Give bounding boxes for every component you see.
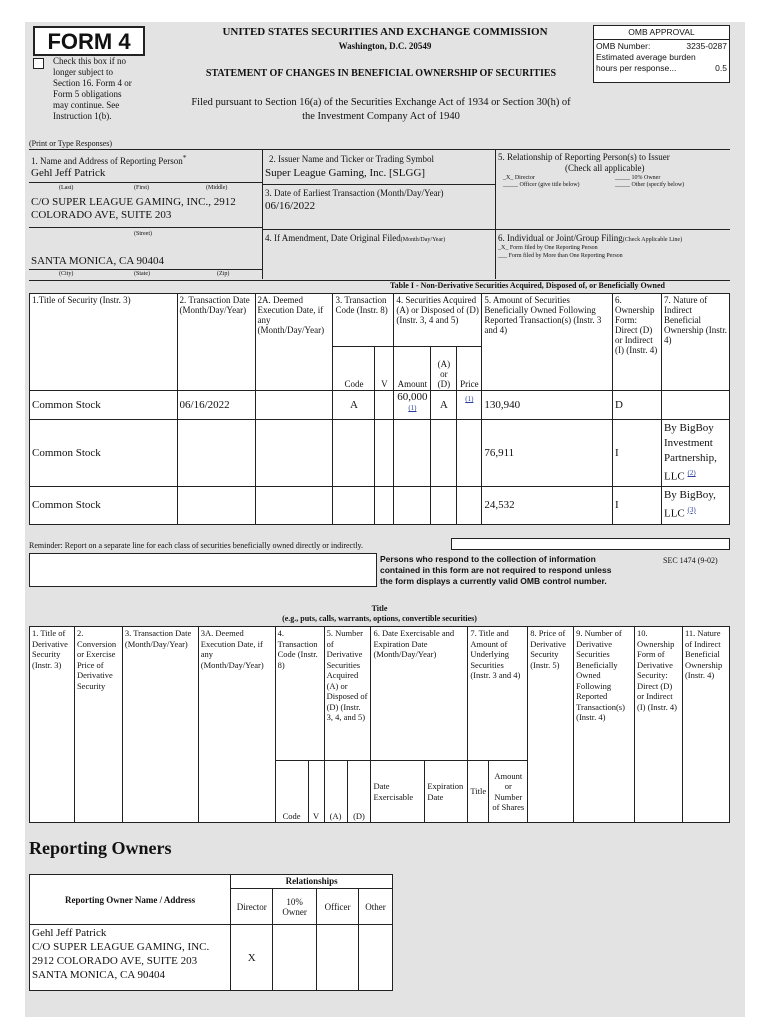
- t1-row3-code: [333, 486, 375, 524]
- t1-row2-date: [177, 420, 255, 487]
- table-1-title: Table I - Non-Derivative Securities Acquired, Disposed of, or Beneficially Owned: [390, 281, 665, 290]
- t2-header-exercisable: 6. Date Exercisable and Expiration Date (Month/Day/Year): [371, 627, 468, 761]
- checkbox-label: Check this box if no longer subject to Section 16. Form 4 or Form 5 obligations may continue. See Instruction 1(b).: [53, 56, 132, 121]
- t2-header-title: 1. Title of Derivative Security (Instr. 3): [30, 627, 75, 823]
- owner-name-header: Reporting Owner Name / Address: [30, 875, 231, 925]
- table-row: [30, 486, 730, 524]
- owner-other-mark: [359, 925, 393, 991]
- t1-row3-title: Common Stock: [30, 486, 178, 524]
- t2-header-date: 3. Transaction Date (Month/Day/Year): [122, 627, 198, 823]
- t1-row3-nature: By BigBoy, LLC $^{(3)}$: [661, 486, 729, 524]
- t1-subheader-aord: (A) or (D): [431, 347, 457, 391]
- t1-header-amount-owned: 5. Amount of Securities Beneficially Owned Following Reported Transaction(s) (Instr. 3 and 4): [482, 294, 613, 391]
- t1-row1-deemed: [255, 391, 333, 420]
- owner-10pct-header: 10% Owner: [273, 889, 317, 925]
- form-page: [25, 22, 745, 1017]
- t1-row3-amount: [394, 486, 431, 524]
- owner-director-header: Director: [231, 889, 273, 925]
- section-6: [495, 229, 730, 279]
- t1-header-code: 3. Transaction Code (Instr. 8): [333, 294, 394, 347]
- t2-header-code: 4. Transaction Code (Instr. 8): [275, 627, 324, 761]
- relationship-10pct: _____ 10% Owner: [615, 175, 661, 181]
- t1-row3-aord: [431, 486, 457, 524]
- owner-name-address: Gehl Jeff Patrick C/O SUPER LEAGUE GAMING, INC. 2912 COLORADO AVE, SUITE 203 SANTA MONICA, CA 90404: [30, 925, 231, 991]
- owner-10pct-mark: [273, 925, 317, 991]
- t1-row1-v: [375, 391, 394, 420]
- section-2-label: 2. Issuer Name and Ticker or Trading Symbol: [269, 154, 434, 164]
- t1-row2-v: [375, 420, 394, 487]
- t1-row3-v: [375, 486, 394, 524]
- section16-checkbox[interactable]: [33, 58, 44, 69]
- owner-officer-mark: [317, 925, 359, 991]
- t1-subheader-price: Price: [457, 347, 482, 391]
- persons-notice: Persons who respond to the collection of information contained in this form are not required to respond unless the form displays a currently valid OMB control number.: [380, 554, 612, 586]
- issuer-name: Super League Gaming, Inc. [SLGG]: [265, 167, 426, 179]
- omb-hours-label: hours per response...: [596, 63, 677, 73]
- t2-header-deemed: 3A. Deemed Execution Date, if any (Month/Day/Year): [198, 627, 275, 823]
- t1-row2-form: I: [613, 420, 662, 487]
- owner-officer-header: Officer: [317, 889, 359, 925]
- omb-title: OMB APPROVAL: [594, 26, 729, 40]
- t1-header-nature: 7. Nature of Indirect Beneficial Ownership (Instr. 4): [661, 294, 729, 391]
- t1-header-securities: 4. Securities Acquired (A) or Disposed of (D) (Instr. 3, 4 and 5): [394, 294, 482, 347]
- reporting-owners-table: [29, 874, 393, 991]
- omb-number-value: 3235-0287: [686, 41, 727, 51]
- city-label: (City): [59, 271, 74, 277]
- t2-subheader-v: V: [308, 761, 324, 823]
- footnote-link-2[interactable]: (2): [687, 469, 696, 477]
- t1-row3-owned: 24,532: [482, 486, 613, 524]
- form-title: FORM 4: [33, 26, 145, 56]
- section-4-label: 4. If Amendment, Date Original Filed(Month/Day/Year): [265, 233, 446, 243]
- t1-header-ownership-form: 6. Ownership Form: Direct (D) or Indirect (I) (Instr. 4): [613, 294, 662, 391]
- table-2: [29, 626, 730, 823]
- t2-subheader-code: Code: [275, 761, 308, 823]
- filing-one-person: _X_ Form filed by One Reporting Person: [498, 245, 598, 251]
- t1-row1-price: [457, 391, 482, 420]
- t1-row1-title: Common Stock: [30, 391, 178, 420]
- footnote-link-3[interactable]: (3): [687, 505, 696, 514]
- reminder-box: [451, 538, 730, 550]
- section-5-sub: (Check all applicable): [565, 163, 645, 173]
- t1-header-date: 2. Transaction Date (Month/Day/Year): [177, 294, 255, 391]
- t1-header-title: 1.Title of Security (Instr. 3): [30, 294, 178, 391]
- omb-hours-value: 0.5: [715, 63, 727, 73]
- table-row: [30, 925, 393, 991]
- t1-subheader-v: V: [375, 347, 394, 391]
- t1-row2-price: [457, 420, 482, 487]
- filed-pursuant: Filed pursuant to Section 16(a) of the Securities Exchange Act of 1934 or Section 30(h) of the Investment Company Act of 1940: [191, 97, 571, 122]
- t1-row1-amount: 60,000 (1): [394, 391, 431, 420]
- relationship-officer: _____ Officer (give title below): [503, 182, 580, 188]
- t1-row1-owned: 130,940: [482, 391, 613, 420]
- t1-row2-amount: [394, 420, 431, 487]
- t1-row1-nature: [661, 391, 729, 420]
- t2-header-underlying: 7. Title and Amount of Underlying Securities (Instr. 3 and 4): [468, 627, 528, 761]
- state-label: (State): [134, 271, 150, 277]
- t1-row2-code: [333, 420, 375, 487]
- relationship-other: _____ Other (specify below): [615, 182, 685, 188]
- table-row: [30, 420, 730, 487]
- city-state-zip: SANTA MONICA, CA 90404: [31, 255, 164, 267]
- t2-subheader-a: (A): [324, 761, 347, 823]
- omb-approval-box: [593, 25, 730, 83]
- t2-subheader-amount: Amount or Number of Shares: [489, 761, 528, 823]
- agency-location: Washington, D.C. 20549: [338, 41, 432, 51]
- relationships-header: Relationships: [231, 875, 393, 889]
- table-row: [30, 391, 730, 420]
- t2-header-conversion: 2. Conversion or Exercise Price of Derivative Security: [74, 627, 122, 823]
- t1-row3-date: [177, 486, 255, 524]
- last-label: (Last): [59, 185, 74, 191]
- t1-row1-aord: A: [431, 391, 457, 420]
- section-2: [262, 149, 496, 185]
- owner-director-mark: X: [231, 925, 273, 991]
- table-1: [29, 293, 730, 525]
- t2-header-nature: 11. Nature of Indirect Beneficial Ownership (Instr. 4): [682, 627, 729, 823]
- earliest-transaction-date: 06/16/2022: [265, 200, 316, 212]
- t1-row3-deemed: [255, 486, 333, 524]
- footnote-link-1[interactable]: (1): [408, 404, 417, 412]
- section-4: [262, 229, 496, 279]
- middle-label: (Middle): [206, 185, 228, 191]
- t1-row2-owned: 76,911: [482, 420, 613, 487]
- filing-more-persons: ___ Form filed by More than One Reporting Person: [498, 253, 623, 259]
- first-label: (First): [134, 185, 149, 191]
- zip-label: (Zip): [217, 271, 230, 277]
- t1-subheader-code: Code: [333, 347, 375, 391]
- t2-subheader-title: Title: [468, 761, 489, 823]
- omb-number-label: OMB Number:: [596, 41, 651, 51]
- reporting-person-name: Gehl Jeff Patrick: [31, 167, 106, 179]
- statement-title: STATEMENT OF CHANGES IN BENEFICIAL OWNERSHIP OF SECURITIES: [205, 68, 557, 79]
- section-3: [262, 184, 496, 230]
- t2-subheader-d: (D): [347, 761, 371, 823]
- section-3-label: 3. Date of Earliest Transaction (Month/Day/Year): [265, 188, 444, 198]
- reporting-owners-heading: Reporting Owners: [29, 838, 172, 858]
- t2-subheader-expiration: Expiration Date: [425, 761, 468, 823]
- t1-row1-date: 06/16/2022: [177, 391, 255, 420]
- print-type-note: (Print or Type Responses): [29, 139, 113, 148]
- t1-header-deemed: 2A. Deemed Execution Date, if any (Month/Day/Year): [255, 294, 333, 391]
- t1-row3-form: I: [613, 486, 662, 524]
- notice-box: [29, 553, 377, 587]
- t1-row1-code: A: [333, 391, 375, 420]
- t1-row2-deemed: [255, 420, 333, 487]
- t2-subheader-date-exercisable: Date Exercisable: [371, 761, 425, 823]
- t2-header-price: 8. Price of Derivative Security (Instr. 5): [528, 627, 574, 823]
- t2-header-number: 5. Number of Derivative Securities Acquired (A) or Disposed of (D) (Instr. 3, 4, and 5): [324, 627, 371, 761]
- omb-burden-label: Estimated average burden: [596, 52, 696, 62]
- t2-header-ownership-form: 10. Ownership Form of Derivative Security: Direct (D) or Indirect (I) (Instr. 4): [635, 627, 683, 823]
- t1-subheader-amount: Amount: [394, 347, 431, 391]
- t1-row3-price: [457, 486, 482, 524]
- footnote-link-1b[interactable]: (1): [465, 395, 474, 403]
- t1-row1-form: D: [613, 391, 662, 420]
- t1-row2-title: Common Stock: [30, 420, 178, 487]
- reporting-person-address: C/O SUPER LEAGUE GAMING, INC., 2912 COLORADO AVE, SUITE 203: [31, 196, 236, 221]
- t1-row2-nature: By BigBoy Investment Partnership, LLC $^{(2)}$: [661, 420, 729, 487]
- sec-code: SEC 1474 (9-02): [663, 556, 718, 565]
- t1-row2-aord: [431, 420, 457, 487]
- street-label: (Street): [134, 231, 152, 237]
- owner-other-header: Other: [359, 889, 393, 925]
- section-5-label: 5. Relationship of Reporting Person(s) to Issuer: [498, 152, 670, 162]
- t2-header-owned: 9. Number of Derivative Securities Beneficially Owned Following Reported Transaction(s) (Instr. 4): [574, 627, 635, 823]
- section-1-label: 1. Name and Address of Reporting Person*: [31, 153, 187, 166]
- agency-name: UNITED STATES SECURITIES AND EXCHANGE COMMISSION: [222, 26, 548, 38]
- section-6-label: 6. Individual or Joint/Group Filing(Check Applicable Line): [498, 233, 683, 243]
- relationship-director: _X_ Director: [503, 175, 535, 181]
- section-1: [29, 149, 263, 279]
- table-2-title: Title (e.g., puts, calls, warrants, options, convertible securities): [282, 604, 477, 623]
- section-5: [495, 149, 730, 230]
- reminder-text: Reminder: Report on a separate line for each class of securities beneficially owned directly or indirectly.: [29, 541, 364, 550]
